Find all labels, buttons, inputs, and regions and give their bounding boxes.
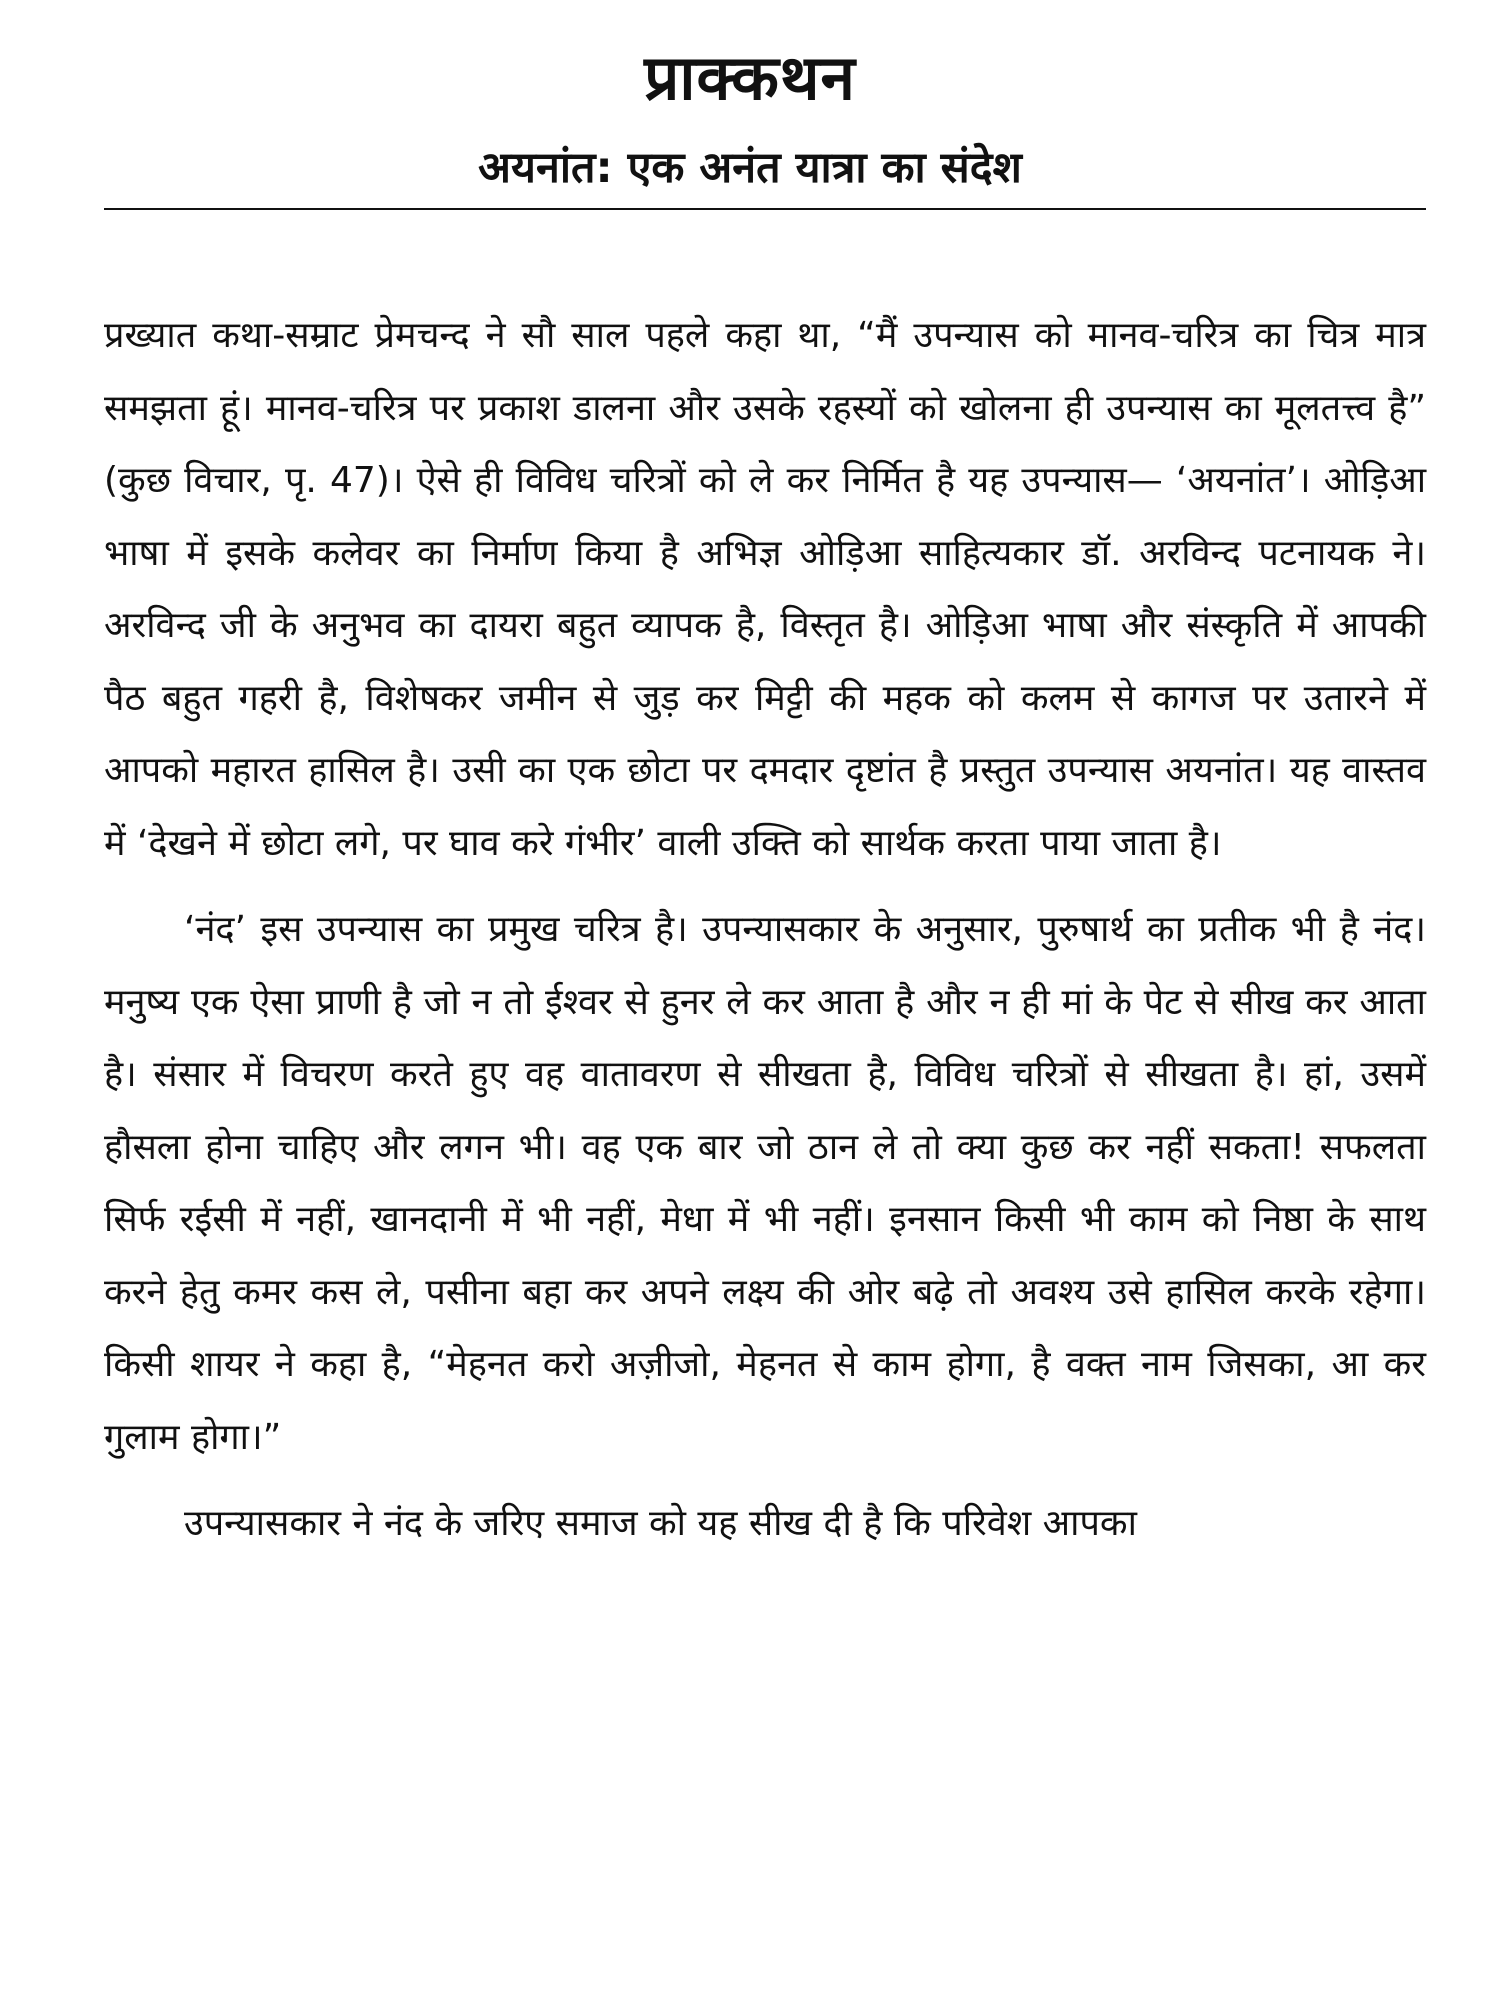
body-text: [104, 300, 1426, 1561]
title-divider: [104, 208, 1426, 210]
paragraph-2: ‘नंद’ इस उपन्यास का प्रमुख चरित्र है। उपन्यासकार के अनुसार, पुरुषार्थ का प्रतीक भी है नंद। मनुष्य एक ऐसा प्राणी है जो न तो ईश्वर से हुनर ले कर आता है और न ही मां के पेट से सीख कर आता है। संसार में विचरण करते हुए वह वातावरण से सीखता है, विविध चरित्रों से सीखता है। हां, उसमें हौसला होना चाहिए और लगन भी। वह एक बार जो ठान ले तो क्या कुछ कर नहीं सकता! सफलता सिर्फ रईसी में नहीं, खानदानी में भी नहीं, मेधा में भी नहीं। इनसान किसी भी काम को निष्ठा के साथ करने हेतु कमर कस ले, पसीना बहा कर अपने लक्ष्य की ओर बढ़े तो अवश्य उसे हासिल करके रहेगा। किसी शायर ने कहा है, “मेहनत करो अज़ीजो, मेहनत से काम होगा, है वक्त नाम जिसका, आ कर गुलाम होगा।”: [104, 909, 1426, 1458]
page-title: प्राक्कथन: [644, 41, 856, 114]
page-subtitle: अयनांत: एक अनंत यात्रा का संदेश: [478, 143, 1022, 193]
paragraph-1: प्रख्यात कथा-सम्राट प्रेमचन्द ने सौ साल पहले कहा था, “मैं उपन्यास को मानव-चरित्र का चित्र मात्र समझता हूं। मानव-चरित्र पर प्रकाश डालना और उसके रहस्यों को खोलना ही उपन्यास का मूलतत्त्व है” (कुछ विचार, पृ. 47)। ऐसे ही विविध चरित्रों को ले कर निर्मित है यह उपन्यास— ‘अयनांत’। ओड़िआ भाषा में इसके कलेवर का निर्माण किया है अभिज्ञ ओड़िआ साहित्यकार डॉ. अरविन्द पटनायक ने। अरविन्द जी के अनुभव का दायरा बहुत व्यापक है, विस्तृत है। ओड़िआ भाषा और संस्कृति में आपकी पैठ बहुत गहरी है, विशेषकर जमीन से जुड़ कर मिट्टी की महक को कलम से कागज पर उतारने में आपको महारत हासिल है। उसी का एक छोटा पर दमदार दृष्टांत है प्रस्तुत उपन्यास अयनांत। यह वास्तव में ‘देखने में छोटा लगे, पर घाव करे गंभीर’ वाली उक्ति को सार्थक करता पाया जाता है।: [104, 315, 1426, 864]
paragraph-3: उपन्यासकार ने नंद के जरिए समाज को यह सीख दी है कि परिवेश आपका: [184, 1503, 1137, 1544]
